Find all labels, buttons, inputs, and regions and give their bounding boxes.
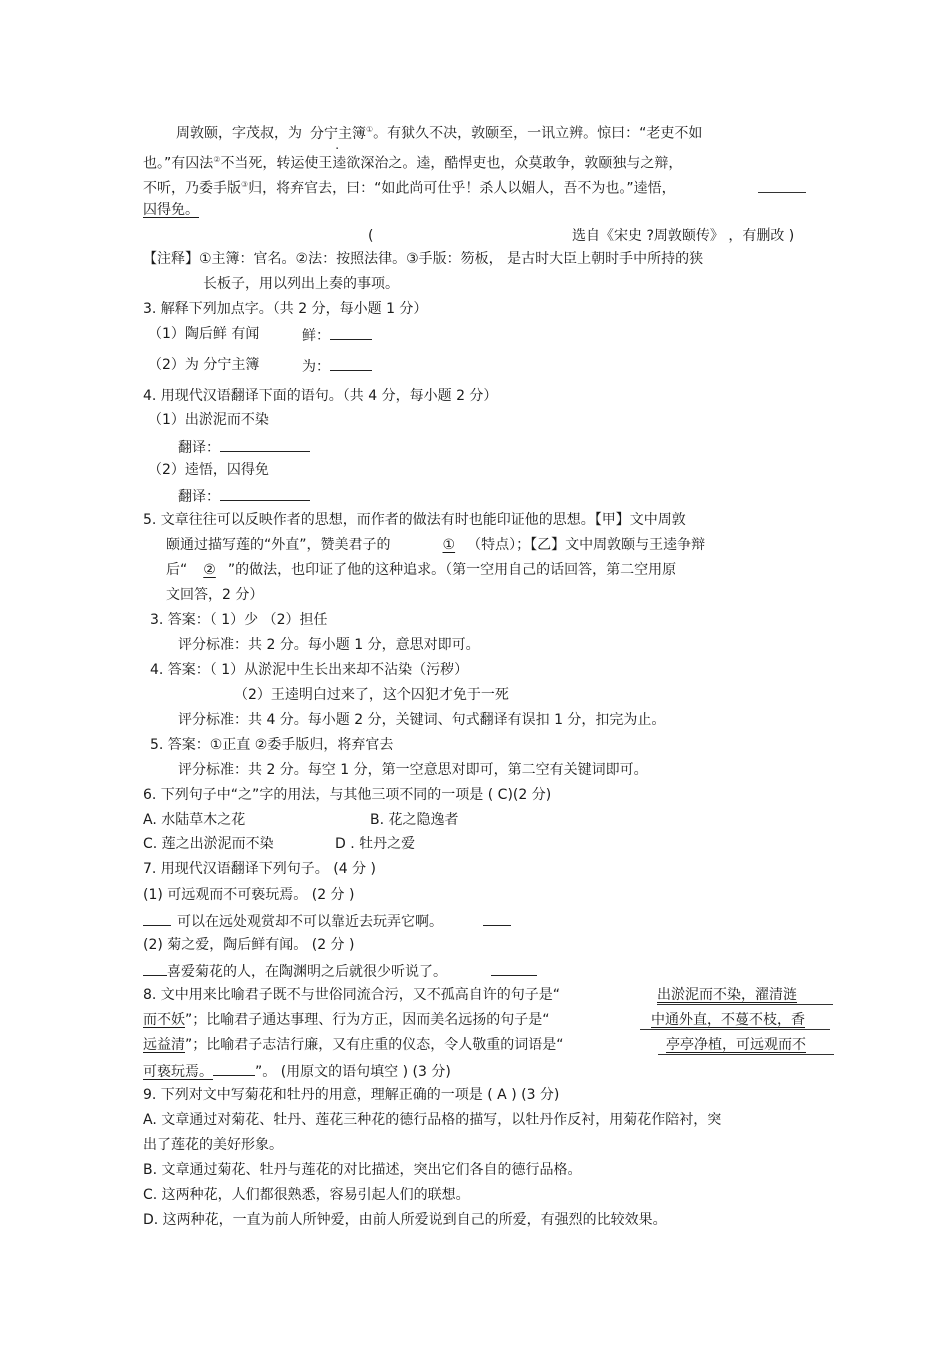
question-7-answer-1 bbox=[143, 911, 511, 931]
answer-blank[interactable] bbox=[220, 486, 310, 501]
question-8-line-1: 8. 文中用来比喻君子既不与世俗同流合污，又不孤高自许的句子是“ bbox=[143, 987, 561, 1003]
question-8-answer-2b: 远益清 bbox=[143, 1037, 185, 1053]
blank-line bbox=[213, 1061, 255, 1076]
question-8-line-3 bbox=[143, 1036, 564, 1054]
blank-marker-2[interactable]: ② bbox=[203, 562, 216, 578]
blank-line bbox=[143, 911, 171, 926]
question-5-line-1: 5. 文章往往可以反映作者的思想，而作者的做法有时也能印证他的思想。【甲】文中周敦 bbox=[143, 512, 686, 528]
answer-5-scoring: 评分标准：共 2 分。每空 1 分，第一空意思对即可，第二空有关键词即可。 bbox=[178, 762, 648, 778]
question-8-answer-3a: 亭亭净植，可远观而不 bbox=[666, 1037, 806, 1053]
answer-3: 3. 答案：（ 1）少 （2）担任 bbox=[150, 612, 328, 628]
question-text: （特点）；【乙】文中周敦颐与王逵争辩 bbox=[467, 537, 706, 553]
question-9-option-c[interactable]: C. 这两种花，人们都很熟悉，容易引起人们的联想。 bbox=[143, 1187, 470, 1203]
question-7-answer-2 bbox=[143, 961, 537, 981]
footnote-marker: ① bbox=[366, 125, 374, 134]
question-4-translate-1 bbox=[178, 437, 310, 457]
question-3-item-1: （1）陶后鲜 有闻 bbox=[148, 326, 260, 342]
answer-underline bbox=[640, 1029, 830, 1030]
question-3-title: 3. 解释下列加点字。（共 2 分，每小题 1 分） bbox=[143, 301, 428, 317]
question-text: 颐通过描写莲的“外直”，赞美君子的 bbox=[166, 537, 391, 553]
question-8-line-4 bbox=[143, 1061, 451, 1081]
question-text: ”的做法，也印证了他的这种追求。（第一空用自己的话回答，第二空用原 bbox=[227, 562, 677, 578]
answer-4-part-2: （2）王逵明白过来了，这个囚犯才免于一死 bbox=[234, 687, 509, 703]
blank-line bbox=[758, 192, 806, 193]
question-3-item-2: （2）为 分宁主簿 bbox=[148, 357, 260, 373]
question-text: 后“ bbox=[166, 562, 188, 578]
passage-text: 不听，乃委手版 bbox=[143, 180, 241, 197]
question-text: ”；比喻君子通达事理、行为方正，因而美名远扬的句子是“ bbox=[185, 1012, 550, 1028]
notes-line-1: 【注释】①主簿：官名。②法：按照法律。③手版：笏板， 是古时大臣上朝时手中所持的狭 bbox=[143, 251, 704, 267]
question-6-option-a[interactable]: A. 水陆草木之花 bbox=[143, 812, 246, 828]
question-8-line-2 bbox=[143, 1011, 550, 1029]
question-9-option-a[interactable]: A. 文章通过对菊花、牡丹、莲花三种花的德行品格的描写，以牡丹作反衬，用菊花作陪衬，突 bbox=[143, 1112, 722, 1128]
passage-text: 归，将弃官去，曰：“如此尚可仕乎！杀人以媚人，吾不为也。”逵悟， bbox=[248, 180, 676, 197]
answer-blank[interactable] bbox=[220, 437, 310, 452]
answer-blank[interactable] bbox=[330, 356, 372, 371]
question-6-option-b[interactable]: B. 花之隐逸者 bbox=[370, 812, 459, 828]
question-9-title: 9. 下列对文中写菊花和牡丹的用意，理解正确的一项是 ( A ) (3 分) bbox=[143, 1087, 560, 1103]
question-6-title: 6. 下列句子中“之”字的用法，与其他三项不同的一项是 ( C)(2 分) bbox=[143, 787, 552, 803]
question-6-option-c[interactable]: C. 莲之出淤泥而不染 bbox=[143, 836, 274, 852]
blank-marker-1[interactable]: ① bbox=[442, 537, 456, 553]
translation-text: 可以在远处观赏却不可以靠近去玩弄它啊。 bbox=[177, 914, 443, 930]
source-citation: 选自《宋史 ?周敦颐传》 ，有删改 ) bbox=[572, 228, 795, 244]
question-6-option-d[interactable]: D . 牡丹之爱 bbox=[335, 836, 416, 852]
question-7-sentence-2: (2) 菊之爱，陶后鲜有闻。 (2 分 ) bbox=[143, 937, 355, 953]
passage-text: 周敦颐，字茂叔，为 bbox=[176, 125, 302, 142]
blank-line bbox=[143, 961, 167, 976]
answer-label: 为： bbox=[302, 359, 330, 375]
question-8-answer-1a: 出淤泥而不染，濯清涟 bbox=[657, 987, 797, 1003]
footnote-marker: ③ bbox=[241, 180, 249, 189]
question-9-option-a-cont: 出了莲花的美好形象。 bbox=[143, 1137, 283, 1153]
question-8-answer-1b: 而不妖 bbox=[143, 1012, 185, 1028]
question-4-translate-2 bbox=[178, 486, 310, 506]
question-8-answer-2a: 中通外直，不蔓不枝，香 bbox=[651, 1012, 805, 1028]
question-9-option-d[interactable]: D. 这两种花，一直为前人所钟爱，由前人所爱说到自己的所爱，有强烈的比较效果。 bbox=[143, 1212, 667, 1228]
answer-4: 4. 答案：（ 1）从淤泥中生长出来却不沾染（污秽） bbox=[150, 662, 469, 678]
question-8-answer-3b: 可亵玩焉。 bbox=[143, 1064, 213, 1080]
source-paren: ( bbox=[368, 228, 374, 244]
blank-line bbox=[483, 911, 511, 926]
question-3-key-2 bbox=[302, 356, 372, 376]
question-9-option-b[interactable]: B. 文章通过菊花、牡丹与莲花的对比描述，突出它们各自的德行品格。 bbox=[143, 1162, 582, 1178]
question-text: ”。 (用原文的语句填空 ) (3 分) bbox=[255, 1064, 451, 1080]
question-7-title: 7. 用现代汉语翻译下列句子。 (4 分 ) bbox=[143, 861, 376, 877]
question-4-title: 4. 用现代汉语翻译下面的语句。（共 4 分，每小题 2 分） bbox=[143, 388, 498, 404]
question-text: ”；比喻君子志洁行廉，又有庄重的仪态，令人敬重的词语是“ bbox=[185, 1037, 564, 1053]
question-7-sentence-1: (1) 可远观而不可亵玩焉。 (2 分 ) bbox=[143, 887, 355, 903]
answer-label: 鲜： bbox=[302, 328, 330, 344]
answer-underline bbox=[657, 1004, 833, 1005]
translation-text: 喜爱菊花的人，在陶渊明之后就很少听说了。 bbox=[167, 964, 447, 980]
notes-line-2: 长板子，用以列出上奏的事项。 bbox=[203, 276, 399, 292]
answer-label: 翻译： bbox=[178, 440, 220, 456]
answer-underline bbox=[658, 1054, 834, 1055]
answer-4-scoring: 评分标准：共 4 分。每小题 2 分，关键词、句式翻译有误扣 1 分，扣完为止。 bbox=[178, 712, 666, 728]
question-5-line-2 bbox=[166, 536, 705, 554]
passage-keyword: 分宁主簿 bbox=[310, 125, 366, 142]
question-4-item-1: （1）出淤泥而不染 bbox=[148, 412, 269, 428]
blank-line bbox=[491, 961, 537, 976]
answer-3-scoring: 评分标准：共 2 分。每小题 1 分，意思对即可。 bbox=[178, 637, 480, 653]
question-5-line-3 bbox=[166, 561, 676, 579]
question-4-item-2: （2）逵悟，囚得免 bbox=[148, 462, 269, 478]
passage-line-2 bbox=[143, 151, 682, 173]
footnote-marker: ② bbox=[213, 155, 221, 164]
question-3-key-1 bbox=[302, 325, 372, 345]
answer-label: 翻译： bbox=[178, 489, 220, 505]
passage-line-4: 囚得免。 bbox=[143, 202, 199, 218]
passage-text: 不当死，转运使王逵欲深治之。逵，酷悍吏也，众莫敢争，敦颐独与之辩， bbox=[220, 155, 683, 172]
question-5-line-4: 文回答，2 分） bbox=[166, 587, 264, 603]
passage-text: 。有狱久不决，敦颐至，一讯立辨。惊曰：“老吏不如 bbox=[373, 125, 703, 142]
passage-text: 也。”有囚法 bbox=[143, 155, 214, 172]
passage-line-1 bbox=[176, 121, 702, 143]
answer-blank[interactable] bbox=[330, 325, 372, 340]
passage-line-3 bbox=[143, 176, 676, 198]
answer-5: 5. 答案：①正直 ②委手版归，将弃官去 bbox=[150, 737, 394, 753]
